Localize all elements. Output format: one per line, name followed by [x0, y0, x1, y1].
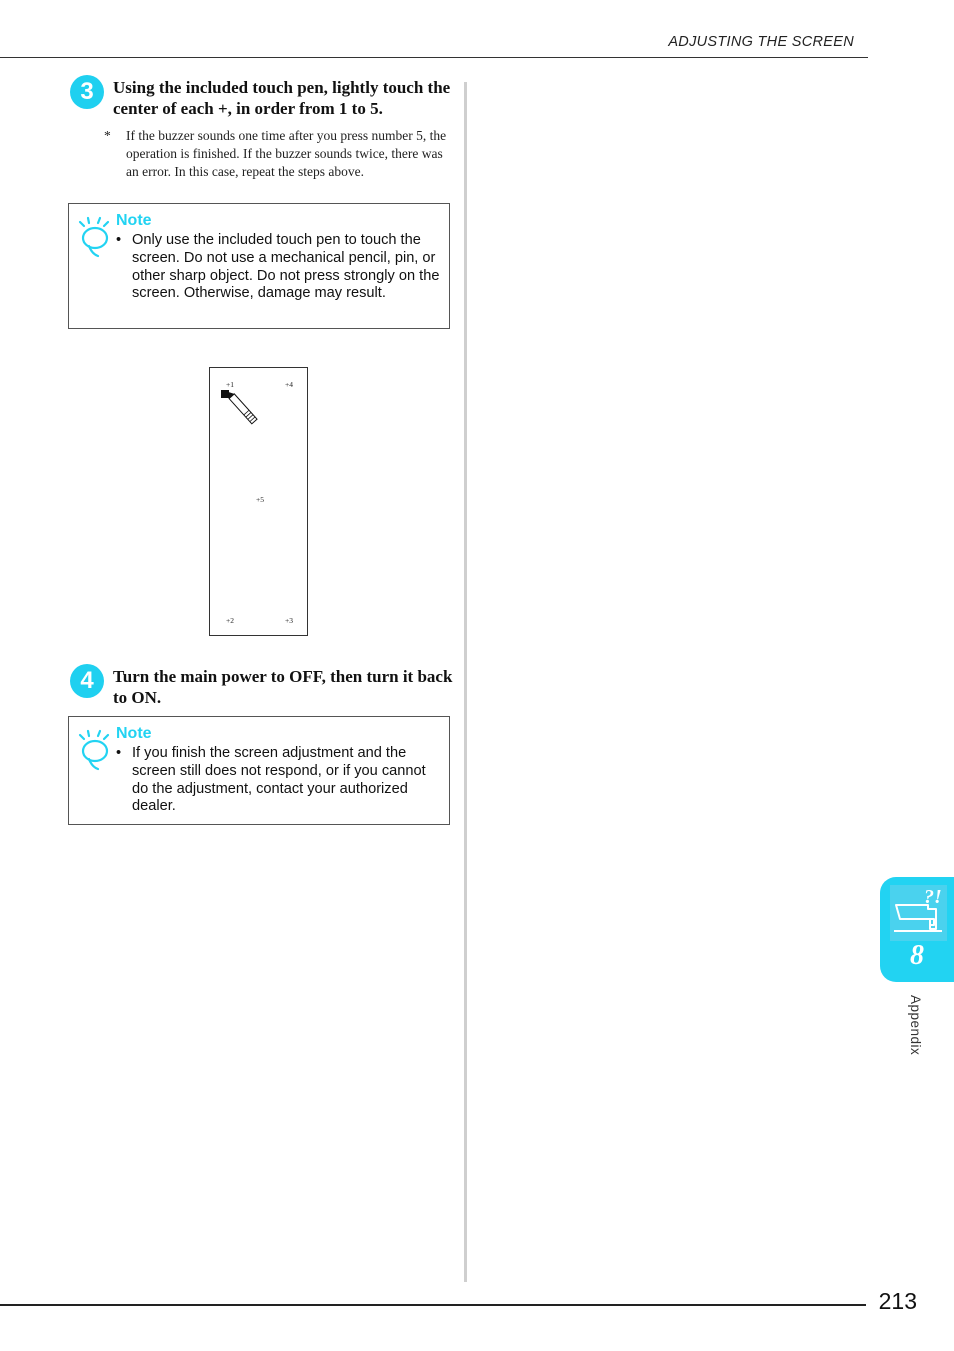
note-box-1 — [68, 203, 450, 329]
footnote-text: If the buzzer sounds one time after you press number 5, the operation is finished. If the buzzer sounds twice, there was an error. In this case, repeat the steps above. — [126, 128, 447, 179]
running-header: ADJUSTING THE SCREEN — [668, 34, 854, 50]
note-bullet: • — [116, 232, 122, 248]
chapter-label: Appendix — [908, 995, 923, 1056]
step-4-badge: 4 — [70, 664, 104, 698]
step-4-text: Turn the main power to OFF, then turn it back to ON. — [113, 667, 453, 707]
cross-mark-3: +3 — [285, 616, 293, 625]
cross-mark-2: +2 — [226, 616, 234, 625]
touch-pen-icon — [220, 384, 262, 430]
header-rule — [0, 57, 868, 58]
column-divider — [464, 82, 467, 1282]
note-body: If you finish the screen adjustment and the screen still does not respond, or if you cannot do the adjustment, contact your authorized dealer. — [132, 745, 426, 815]
chapter-number: 8 — [910, 940, 924, 971]
step-3-badge: 3 — [70, 75, 104, 109]
note-text — [116, 745, 443, 816]
note-lightbulb-icon — [78, 216, 114, 258]
footnote-asterisk: * — [104, 128, 111, 143]
chapter-tab[interactable] — [880, 877, 954, 982]
note-label: Note — [116, 725, 152, 742]
calibration-screen-illustration — [209, 367, 308, 636]
note-box-2 — [68, 716, 450, 825]
svg-text:?!: ?! — [924, 886, 942, 908]
cross-mark-4: +4 — [285, 380, 293, 389]
footnote — [104, 127, 454, 180]
note-bullet: • — [116, 745, 122, 761]
note-label: Note — [116, 212, 152, 229]
page-number: 213 — [878, 1288, 917, 1314]
note-lightbulb-icon — [78, 729, 114, 771]
sewing-machine-troubleshoot-icon — [890, 885, 947, 941]
footer-rule — [0, 1304, 866, 1306]
note-text — [116, 232, 443, 303]
step-3-text: Using the included touch pen, lightly touch the center of each +, in order from 1 to 5. — [113, 78, 451, 118]
cross-mark-1: +1 — [226, 380, 234, 389]
note-body: Only use the included touch pen to touch the screen. Do not use a mechanical pencil, pin, or other sharp object. Do not press strongly on the screen. Otherwise, damage may result. — [132, 232, 440, 302]
cross-mark-5: +5 — [256, 495, 264, 504]
